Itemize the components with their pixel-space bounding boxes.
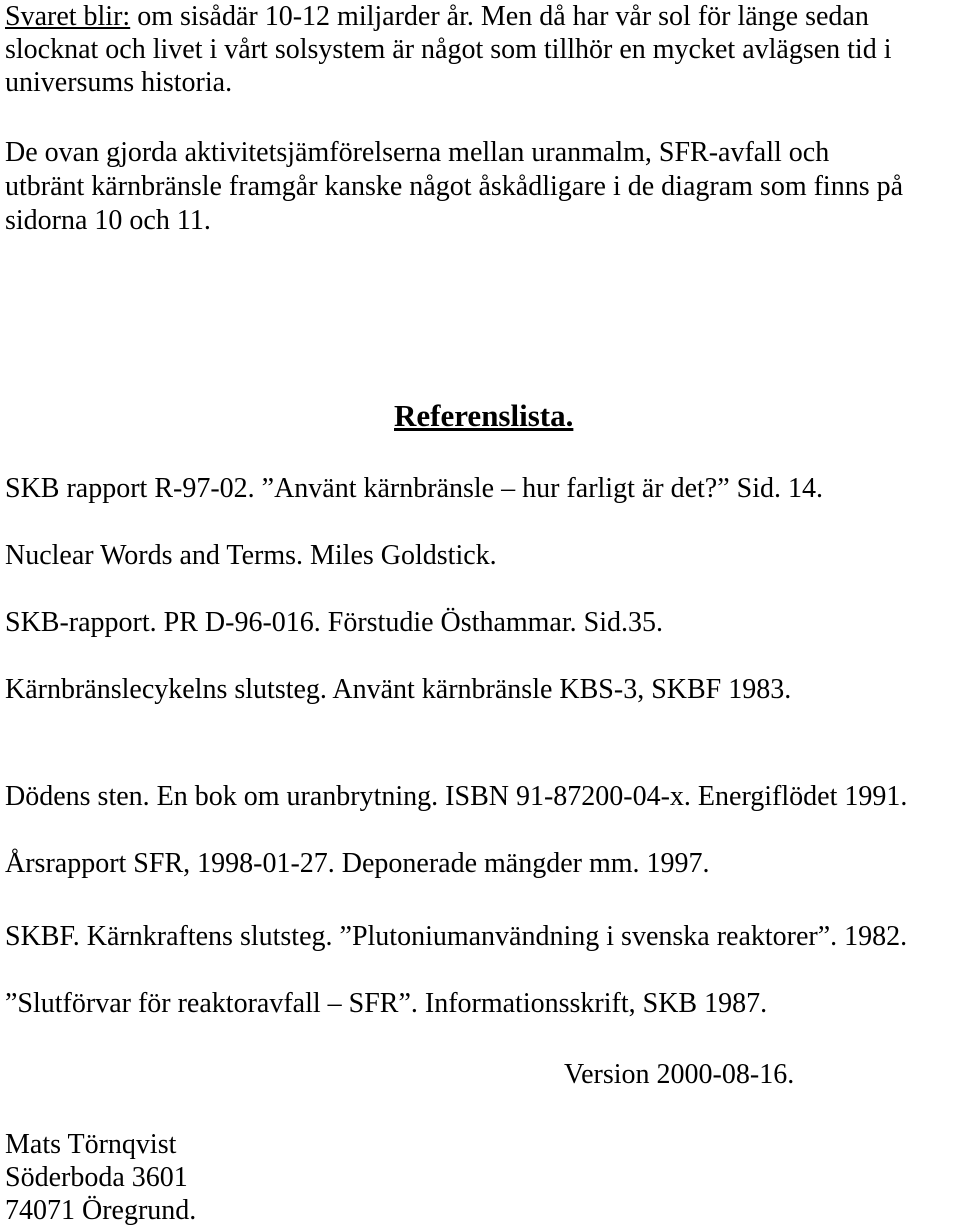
reference-item: Nuclear Words and Terms. Miles Goldstick.	[5, 540, 497, 571]
intro-line-1	[5, 0, 869, 34]
intro-line-1-text: om sisådär 10-12 miljarder år. Men då har vår sol för länge sedan	[130, 1, 869, 32]
reference-item: SKB-rapport. PR D-96-016. Förstudie Östhammar. Sid.35.	[5, 607, 663, 638]
reference-item: SKB rapport R-97-02. ”Använt kärnbränsle – hur farligt är det?” Sid. 14.	[5, 473, 824, 504]
reference-item: Årsrapport SFR, 1998-01-27. Deponerade mängder mm. 1997.	[5, 848, 710, 879]
references-heading: Referenslista.	[394, 398, 574, 433]
reference-item: Kärnbränslecykelns slutsteg. Använt kärnbränsle KBS-3, SKBF 1983.	[5, 674, 792, 705]
reference-item: ”Slutförvar för reaktoravfall – SFR”. Informationsskrift, SKB 1987.	[5, 988, 768, 1019]
reference-item: Dödens sten. En bok om uranbrytning. ISBN 91-87200-04-x. Energiflödet 1991.	[5, 781, 908, 812]
author-street: Söderboda 3601	[5, 1162, 188, 1193]
author-city: 74071 Öregrund.	[5, 1195, 197, 1226]
reference-item: SKBF. Kärnkraftens slutsteg. ”Plutoniumanvändning i svenska reaktorer”. 1982.	[5, 921, 908, 952]
intro-line-3: universums historia.	[5, 67, 233, 98]
paragraph-line-1: De ovan gjorda aktivitetsjämförelserna mellan uranmalm, SFR-avfall och	[5, 137, 830, 168]
author-name: Mats Törnqvist	[5, 1129, 177, 1160]
version-date: Version 2000-08-16.	[564, 1059, 795, 1090]
paragraph-line-2: utbränt kärnbränsle framgår kanske något åskådligare i de diagram som finns på	[5, 171, 904, 202]
intro-line-2: slocknat och livet i vårt solsystem är något som tillhör en mycket avlägsen tid i	[5, 34, 892, 65]
answer-label: Svaret blir:	[5, 1, 131, 32]
paragraph-line-3: sidorna 10 och 11.	[5, 205, 211, 236]
